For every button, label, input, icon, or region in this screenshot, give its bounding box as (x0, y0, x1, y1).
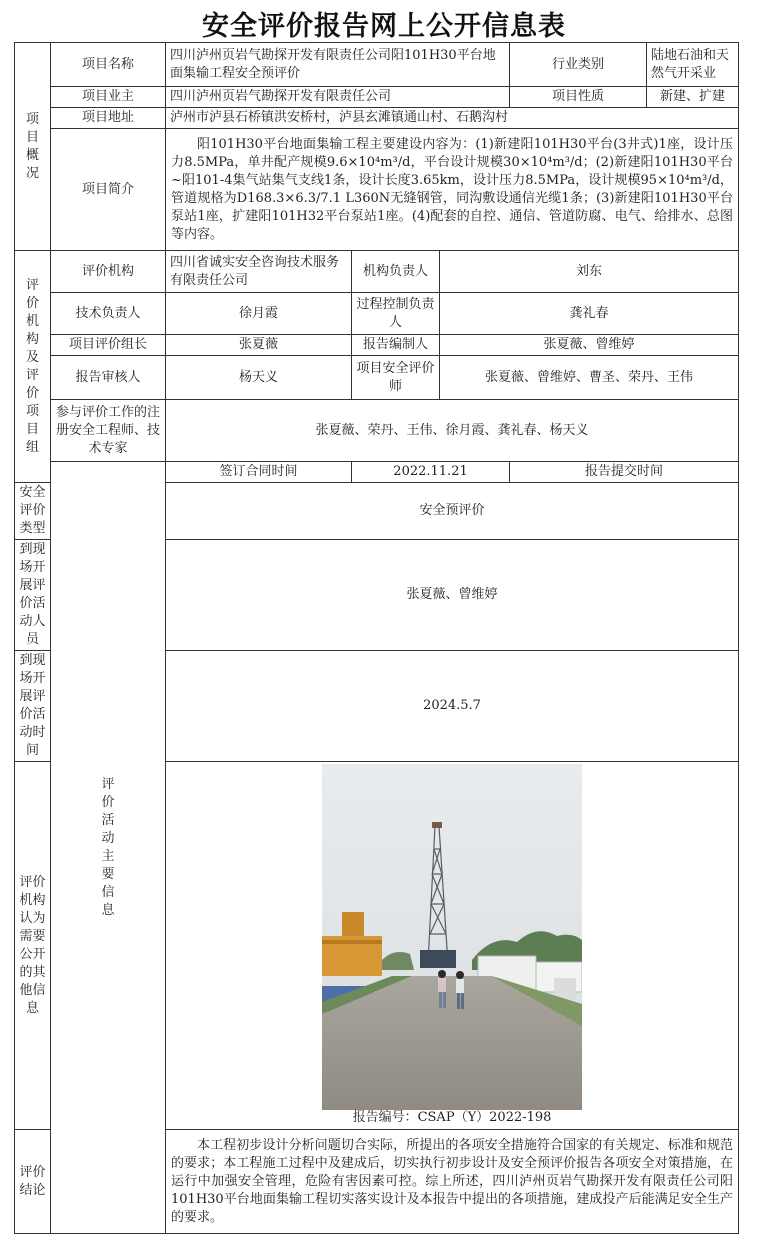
head-label: 机构负责人 (352, 251, 440, 293)
process-value: 龚礼春 (440, 293, 739, 335)
site-people-label: 到现场开展评价活动人员 (15, 540, 51, 651)
owner-label: 项目业主 (51, 87, 166, 108)
site-time-label: 到现场开展评价活动时间 (15, 651, 51, 762)
submit-label: 报告提交时间 (510, 462, 739, 483)
writer-value: 张夏薇、曾维婷 (440, 335, 739, 356)
org-label: 评价机构 (51, 251, 166, 293)
evaluators-label: 项目安全评价师 (352, 356, 440, 400)
type-value: 安全预评价 (166, 483, 739, 540)
writer-label: 报告编制人 (352, 335, 440, 356)
reviewer-label: 报告审核人 (51, 356, 166, 400)
tech-value: 徐月霞 (166, 293, 352, 335)
section-agency: 评价机构及评价项目组 (15, 251, 51, 483)
report-number: 报告编号：CSAP（Y）2022-198 (352, 1110, 552, 1125)
process-label: 过程控制负责人 (352, 293, 440, 335)
section-activity: 评价活动主要信息 (51, 462, 166, 1234)
conclusion-value: 本工程初步设计分析问题切合实际，所提出的各项安全措施符合国家的有关规定、标准和规范的要求；本工程施工过程中及建成后，切实执行初步设计及安全预评价报告各项安全对策措施，在运行中加强安全管理，危险有害因素可控。综上所述，四川泸州页岩气勘探开发有限责任公司阳101H30平台地面集输工程切实落实设计及本报告中提出的各项措施，建成投产后能满足安全生产的要求。 (166, 1130, 739, 1234)
site-time-value: 2024.5.7 (166, 651, 739, 762)
type-label: 安全评价类型 (15, 483, 51, 540)
name-value: 四川泸州页岩气勘探开发有限责任公司阳101H30平台地面集输工程安全预评价 (166, 43, 510, 87)
owner-value: 四川泸州页岩气勘探开发有限责任公司 (166, 87, 510, 108)
nature-value: 新建、扩建 (647, 87, 739, 108)
address-value: 泸州市泸县石桥镇洪安桥村，泸县玄滩镇通山村、石鹅沟村 (166, 108, 739, 129)
contract-value: 2022.11.21 (352, 462, 510, 483)
address-label: 项目地址 (51, 108, 166, 129)
page-title: 安全评价报告网上公开信息表 (202, 11, 566, 42)
experts-label: 参与评价工作的注册安全工程师、技术专家 (51, 400, 166, 462)
photo-cell (166, 762, 739, 1130)
intro-value: 阳101H30平台地面集输工程主要建设内容为：(1)新建阳101H30平台(3井式)1座，设计压力8.5MPa，单井配产规模9.6×10⁴m³/d，平台设计规模30×10⁴m³/d；(2)新建阳101H30平台~阳101-4集气站集气支线1条，设计长度3.65km，设计压力8.5MPa，设计规模95×10⁴m³/d，管道规格为D168.3×6.3/7.1 L360N无缝钢管，同沟敷设通信光缆1条；(3)新建阳101H30平台泵站1座，扩建阳101H32平台泵站1座。(4)配套的自控、通信、管道防腐、电气、给排水、总图等内容。 (166, 129, 739, 251)
contract-label: 签订合同时间 (166, 462, 352, 483)
evaluators-value: 张夏薇、曾维婷、曹圣、荣丹、王伟 (440, 356, 739, 400)
conclusion-label: 评价结论 (15, 1130, 51, 1234)
other-label: 评价机构认为需要公开的其他信息 (15, 762, 51, 1130)
head-value: 刘东 (440, 251, 739, 293)
info-table (14, 42, 739, 1234)
site-photo (322, 764, 582, 1110)
tech-label: 技术负责人 (51, 293, 166, 335)
intro-label: 项目简介 (51, 129, 166, 251)
leader-value: 张夏薇 (166, 335, 352, 356)
industry-value: 陆地石油和天然气开采业 (647, 43, 739, 87)
name-label: 项目名称 (51, 43, 166, 87)
leader-label: 项目评价组长 (51, 335, 166, 356)
site-people-value: 张夏薇、曾维婷 (166, 540, 739, 651)
industry-label: 行业类别 (510, 43, 647, 87)
section-overview: 项目概况 (15, 43, 51, 251)
reviewer-value: 杨天义 (166, 356, 352, 400)
nature-label: 项目性质 (510, 87, 647, 108)
experts-value: 张夏薇、荣丹、王伟、徐月霞、龚礼春、杨天义 (166, 400, 739, 462)
org-value: 四川省诚实安全咨询技术服务有限责任公司 (166, 251, 352, 293)
